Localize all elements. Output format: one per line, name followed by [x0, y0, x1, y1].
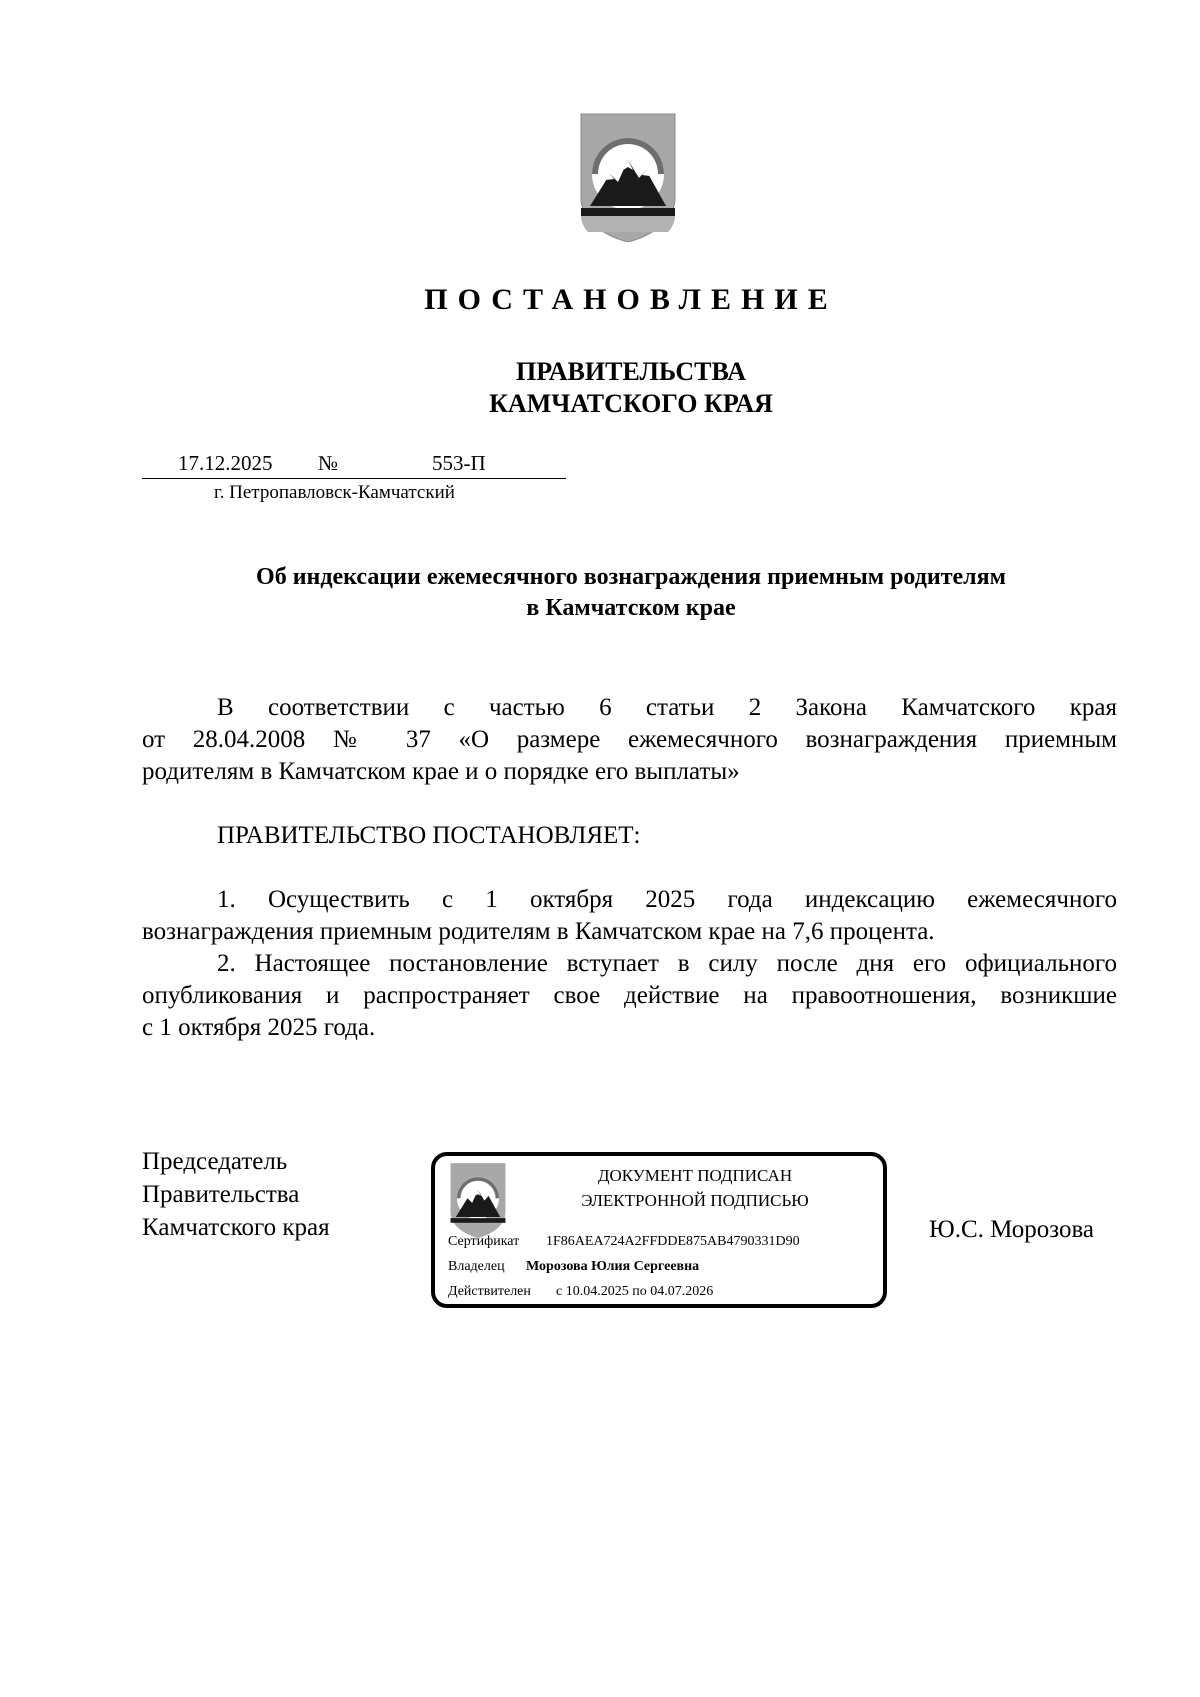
authority-line-1: ПРАВИТЕЛЬСТВА [516, 357, 746, 386]
document-date: 17.12.2025 [178, 451, 273, 475]
item1-line-2: вознаграждения приемным родителям в Камчатском крае на 7,6 процента. [142, 918, 935, 945]
signer-position-line-2: Правительства [142, 1181, 300, 1208]
owner-value: Морозова Юлия Сергеевна [526, 1259, 700, 1274]
validity-label: Действителен [448, 1284, 531, 1299]
electronic-signature-stamp [431, 1152, 887, 1308]
validity-value: с 10.04.2025 по 04.07.2026 [556, 1284, 714, 1299]
certificate-value: 1F86AEA724A2FFDDE875AB4790331D90 [546, 1234, 800, 1249]
item1-line-1: 1. Осуществить с 1 октября 2025 года индексацию ежемесячного [217, 886, 1117, 913]
registration-line [142, 450, 566, 479]
stamp-heading-1: ДОКУМЕНТ ПОДПИСАН [597, 1166, 793, 1185]
signer-name: Ю.С. Морозова [929, 1216, 1095, 1243]
number-sign: № [318, 451, 339, 475]
resolves-line: ПРАВИТЕЛЬСТВО ПОСТАНОВЛЯЕТ: [217, 822, 641, 849]
kamchatka-coat-of-arms-icon [576, 112, 680, 242]
document-title-line-2: в Камчатском крае [526, 595, 736, 621]
signer-position [142, 1145, 330, 1244]
preamble-line-1: В соответствии с частью 6 статьи 2 Закона Камчатского края [217, 694, 1117, 721]
kamchatka-coat-of-arms-icon [447, 1162, 509, 1238]
item2-line-2: опубликования и распространяет свое действие на правоотношения, возникшие [142, 982, 1117, 1009]
item2-line-1: 2. Настоящее постановление вступает в силу после дня его официального [217, 950, 1117, 977]
signer-position-line-3: Камчатского края [142, 1214, 330, 1241]
authority-line-2: КАМЧАТСКОГО КРАЯ [489, 389, 773, 418]
city-name: г. Петропавловск-Камчатский [214, 482, 455, 503]
document-title-line-1: Об индексации ежемесячного вознаграждения приемным родителям [256, 564, 1006, 590]
document-number: 553-П [432, 451, 486, 475]
signer-position-line-1: Председатель [142, 1148, 288, 1175]
item2-line-3: с 1 октября 2025 года. [142, 1014, 376, 1041]
document-type-heading: ПОСТАНОВЛЕНИЕ [424, 283, 838, 316]
certificate-label: Сертификат [448, 1234, 520, 1249]
preamble-line-2: от 28.04.2008 № 37 «О размере ежемесячного вознаграждения приемным [142, 726, 1117, 753]
stamp-heading-2: ЭЛЕКТРОННОЙ ПОДПИСЬЮ [581, 1191, 809, 1210]
preamble-line-3: родителям в Камчатском крае и о порядке его выплаты» [142, 758, 740, 785]
owner-label: Владелец [448, 1259, 505, 1274]
